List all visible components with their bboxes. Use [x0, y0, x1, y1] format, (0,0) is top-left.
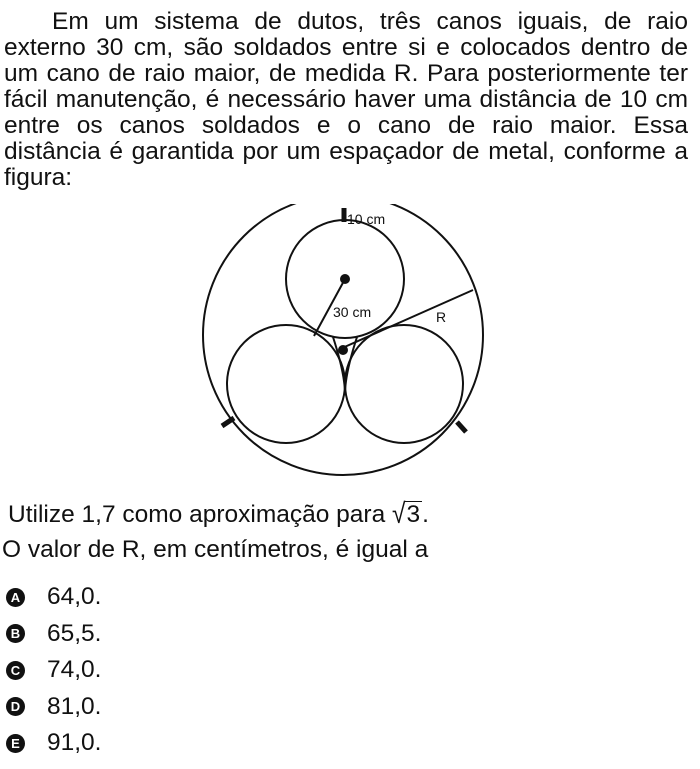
system-center-dot: [338, 345, 348, 355]
top-pipe-center-dot: [340, 274, 350, 284]
approximation-text: Utilize 1,7 como aproximação para: [8, 501, 393, 528]
spacer-right: [457, 422, 466, 432]
small-radius-label: 30 cm: [333, 304, 372, 320]
gap-label: 10 cm: [347, 211, 386, 227]
option-e-badge: E: [6, 734, 25, 753]
option-a-text: 64,0.: [47, 583, 102, 611]
option-a-badge: A: [6, 588, 25, 607]
option-b-text: 65,5.: [47, 619, 102, 647]
spacer-left: [222, 418, 234, 426]
left-pipe-circle: [227, 325, 345, 443]
statement-text: Em um sistema de dutos, três canos iguais, de raio externo 30 cm, são soldados entre si e colocados dentro de um cano de raio maior, de medida R. Para posteriormente ter fácil manutenção, é necessário haver uma distância de 10 cm entre os canos soldados e o cano de raio maior. Essa distância é garantida por um espaçador de metal, conforme a figura:: [4, 8, 688, 191]
option-b-badge: B: [6, 624, 25, 643]
large-radius-label: R: [436, 309, 447, 325]
outer-pipe-circle: [203, 204, 483, 475]
option-b[interactable]: [6, 616, 102, 653]
option-d-badge: D: [6, 697, 25, 716]
option-e[interactable]: [6, 725, 102, 762]
option-c-text: 74,0.: [47, 656, 102, 684]
option-c[interactable]: [6, 652, 102, 689]
question-statement: [4, 9, 688, 191]
pipes-figure: [195, 204, 495, 494]
option-d-text: 81,0.: [47, 692, 102, 720]
option-c-badge: C: [6, 661, 25, 680]
sqrt-radicand: 3: [406, 501, 421, 528]
right-pipe-circle: [345, 325, 463, 443]
answer-options: [6, 579, 102, 762]
approximation-end: .: [422, 501, 429, 528]
option-a[interactable]: [6, 579, 102, 616]
option-e-text: 91,0.: [47, 729, 102, 757]
approximation-note: [8, 500, 429, 530]
option-d[interactable]: [6, 689, 102, 726]
question-prompt: O valor de R, em centímetros, é igual a: [2, 536, 429, 563]
square-root: √3: [392, 498, 421, 530]
